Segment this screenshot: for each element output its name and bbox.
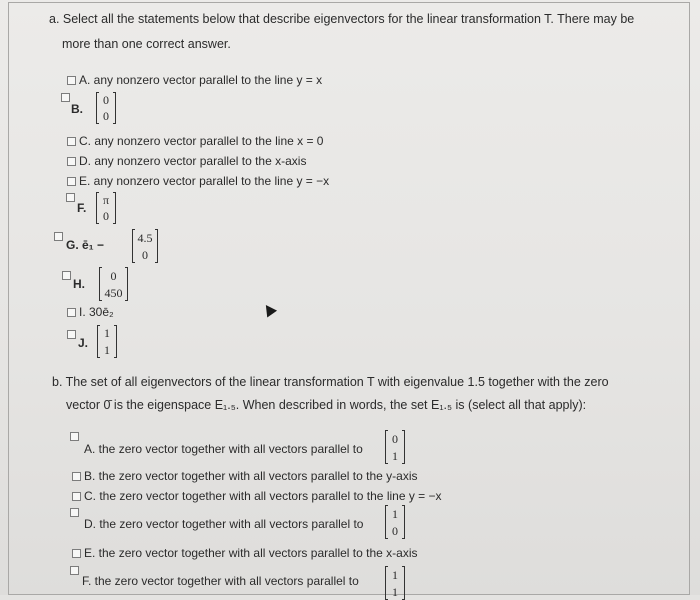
part-b-prompt-line2: vector 0̄ is the eigenspace E₁.₅. When described in words, the set E₁.₅ is (select all that apply): [66, 398, 587, 412]
option-a-H-vector [99, 267, 128, 301]
checkbox-a-I[interactable] [67, 308, 76, 317]
option-a-F-label: F. [77, 201, 87, 215]
vec-entry: 0 [142, 247, 148, 262]
vec-entry: 0 [103, 209, 109, 223]
vec-entry: 1 [392, 567, 398, 582]
option-b-A-vector [385, 430, 405, 464]
vec-entry: 1 [392, 448, 398, 463]
checkbox-a-E[interactable] [67, 177, 76, 186]
option-b-E-label: E. the zero vector together with all vectors parallel to the x-axis [84, 546, 418, 560]
checkbox-b-B[interactable] [72, 472, 81, 481]
option-b-B-label: B. the zero vector together with all vectors parallel to the y-axis [84, 469, 418, 483]
option-a-B-label: B. [71, 102, 83, 116]
part-b-prompt-line1: b. The set of all eigenvectors of the linear transformation T with eigenvalue 1.5 together with the zero [52, 375, 609, 389]
option-a-G-vector [132, 229, 158, 263]
option-b-D-label: D. the zero vector together with all vectors parallel to [84, 517, 364, 531]
checkbox-a-C[interactable] [67, 137, 76, 146]
option-a-F-vector [96, 192, 116, 224]
option-b-D-vector [385, 505, 405, 539]
option-a-C-label: C. any nonzero vector parallel to the line x = 0 [79, 134, 324, 148]
option-b-F-label: F. the zero vector together with all vectors parallel to [82, 574, 359, 588]
option-a-I-label: I. 30ē₂ [79, 305, 114, 319]
checkbox-a-F[interactable] [66, 193, 75, 202]
vec-entry: π [102, 193, 110, 207]
option-a-H-label: H. [73, 277, 85, 291]
option-b-C-label: C. the zero vector together with all vectors parallel to the line y = −x [84, 489, 442, 503]
checkbox-b-D[interactable] [70, 508, 79, 517]
checkbox-a-G[interactable] [54, 232, 63, 241]
vec-entry: 0 [103, 93, 109, 107]
checkbox-a-B[interactable] [61, 93, 70, 102]
vec-entry: 0 [392, 523, 398, 538]
vec-entry: 1 [392, 584, 398, 599]
option-a-J-label: J. [78, 336, 89, 350]
checkbox-a-A[interactable] [67, 76, 76, 85]
vec-entry: 0 [103, 109, 109, 123]
vec-entry: 450 [104, 285, 123, 300]
vec-entry: 0 [392, 431, 398, 446]
checkbox-b-C[interactable] [72, 492, 81, 501]
option-a-J-vector [97, 325, 117, 358]
checkbox-a-J[interactable] [67, 330, 76, 339]
option-b-A-label: A. the zero vector together with all vectors parallel to [84, 442, 363, 456]
checkbox-a-H[interactable] [62, 271, 71, 280]
checkbox-b-A[interactable] [70, 432, 79, 441]
part-a-prompt-line1: a. Select all the statements below that describe eigenvectors for the linear transformation T. There may be [49, 12, 635, 26]
vec-entry: 4.5 [137, 230, 153, 245]
vec-entry: 1 [104, 342, 110, 357]
checkbox-b-F[interactable] [70, 566, 79, 575]
part-a-prompt-line2: more than one correct answer. [62, 37, 231, 51]
vec-entry: 0 [110, 268, 117, 283]
option-a-D-label: D. any nonzero vector parallel to the x-axis [79, 154, 307, 168]
option-a-B-vector [96, 92, 116, 124]
checkbox-a-D[interactable] [67, 157, 76, 166]
option-a-A-label: A. any nonzero vector parallel to the line y = x [79, 73, 323, 87]
option-a-G-label: G. ē₁ − [66, 238, 104, 252]
vec-entry: 1 [392, 506, 398, 521]
checkbox-b-E[interactable] [72, 549, 81, 558]
option-a-E-label: E. any nonzero vector parallel to the line y = −x [79, 174, 330, 188]
vec-entry: 1 [104, 326, 110, 341]
